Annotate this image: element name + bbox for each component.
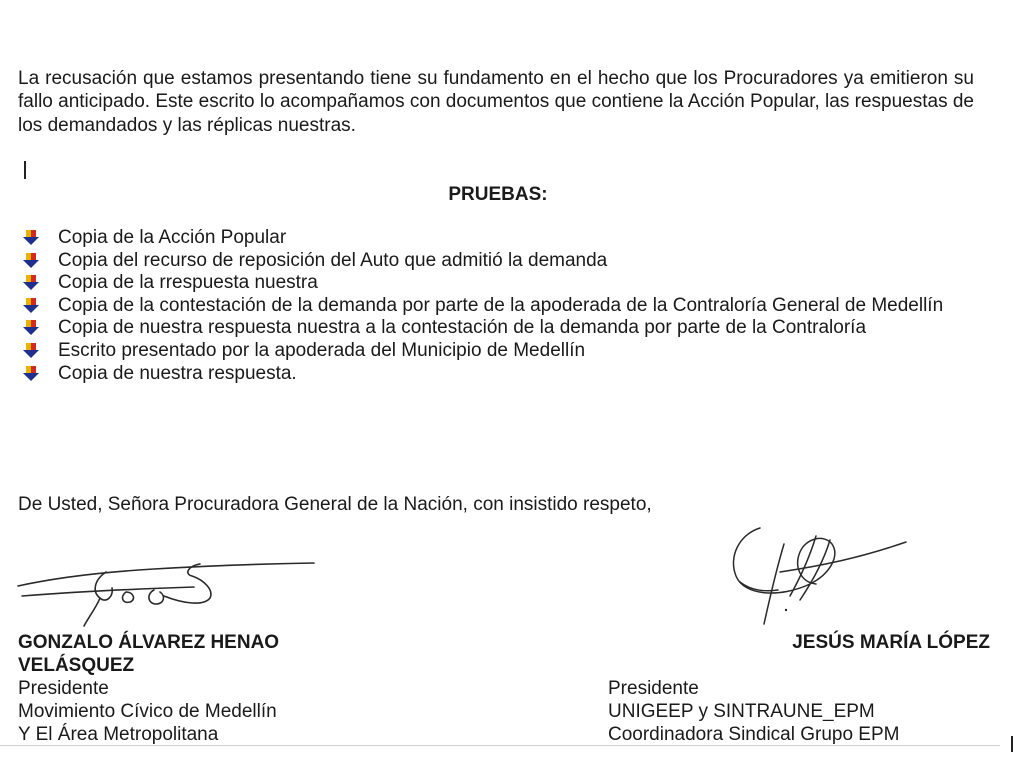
signer-left-block <box>18 631 388 746</box>
arrow-down-bullet-icon <box>22 230 40 246</box>
evidence-heading: PRUEBAS: <box>448 184 548 205</box>
signature-dot <box>785 609 787 611</box>
list-item <box>18 227 976 250</box>
arrow-down-bullet-icon <box>22 343 40 359</box>
list-item <box>18 295 976 318</box>
evidence-item-text: Copia de la Acción Popular <box>58 227 287 248</box>
evidence-item-text: Escrito presentado por la apoderada del Municipio de Medellín <box>58 339 586 361</box>
arrow-down-bullet-icon <box>22 366 40 382</box>
evidence-list <box>18 227 976 385</box>
list-item <box>18 317 976 340</box>
evidence-item-text: Copia de nuestra respuesta nuestra a la contestación de la demanda por parte de la Contraloría <box>58 317 867 339</box>
signer-right-block <box>608 631 998 746</box>
signer-left-org-cont: Y El Área Metropolitana <box>18 724 219 745</box>
signer-right-org: UNIGEEP y SINTRAUNE_EPM <box>608 701 875 722</box>
text-caret-mark <box>24 161 26 179</box>
evidence-item-text: Copia del recurso de reposición del Auto que admitió la demanda <box>58 249 608 271</box>
arrow-down-bullet-icon <box>22 275 40 291</box>
signer-left-role: Presidente <box>18 678 109 699</box>
signer-right-org-cont: Coordinadora Sindical Grupo EPM <box>608 724 900 745</box>
page-bottom-rule <box>0 745 1000 746</box>
evidence-item-text: Copia de nuestra respuesta. <box>58 362 297 384</box>
intro-paragraph: La recusación que estamos presentando tiene su fundamento en el hecho que los Procuradores ya emitieron su fallo anticipado. Este escrito lo acompañamos con documentos que contiene la Acción Popular, las respuestas de los demandados y las réplicas nuestras. <box>18 68 974 136</box>
signature-right-image <box>720 512 920 632</box>
list-item <box>18 340 976 363</box>
arrow-down-bullet-icon <box>22 320 40 336</box>
list-item <box>18 272 976 295</box>
arrow-down-bullet-icon <box>22 298 40 314</box>
signer-right-name: JESÚS MARÍA LÓPEZ <box>792 632 990 653</box>
text-caret-mark <box>1011 736 1013 752</box>
list-item <box>18 363 976 386</box>
signer-left-name-cont: VELÁSQUEZ <box>18 655 135 676</box>
signer-left-name: GONZALO ÁLVAREZ HENAO <box>18 632 280 653</box>
signer-right-spacer <box>608 654 998 677</box>
list-item <box>18 250 976 273</box>
signer-left-org: Movimiento Cívico de Medellín <box>18 701 277 722</box>
evidence-item-text: Copia de la rrespuesta nuestra <box>58 272 318 294</box>
arrow-down-bullet-icon <box>22 253 40 269</box>
closing-line: De Usted, Señora Procuradora General de la Nación, con insistido respeto, <box>18 494 652 515</box>
evidence-item-text: Copia de la contestación de la demanda por parte de la apoderada de la Contraloría General de Medellín <box>58 294 944 316</box>
signer-right-role: Presidente <box>608 678 699 699</box>
signature-left-image <box>14 552 324 632</box>
